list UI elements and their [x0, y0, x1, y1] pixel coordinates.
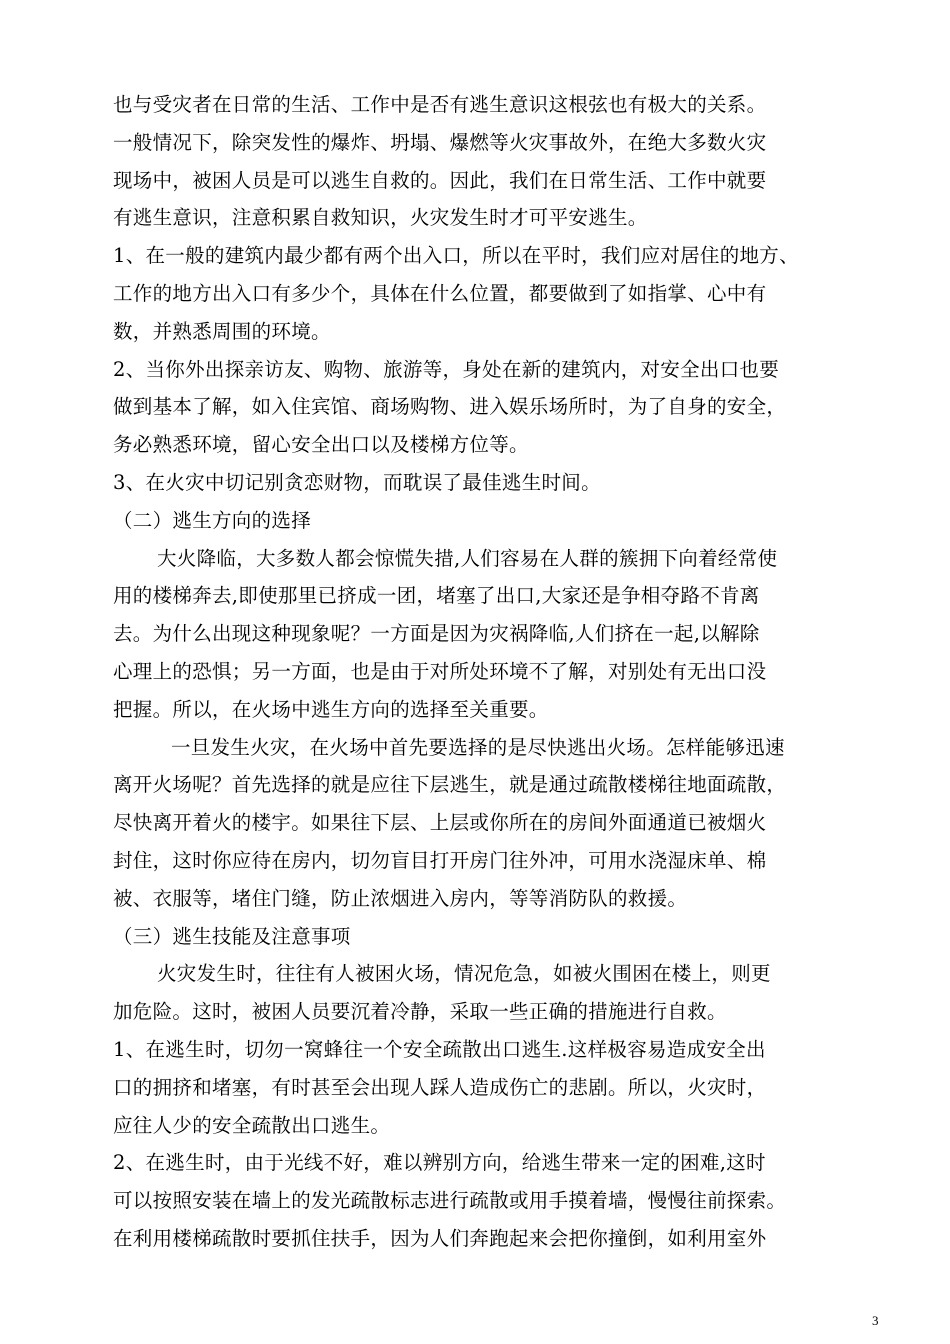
text-line: 加危险。这时，被困人员要沉着冷静，采取一些正确的措施进行自救。: [113, 1000, 727, 1024]
text-line: 被、衣服等，堵住门缝，防止浓烟进入房内，等等消防队的救援。: [113, 886, 688, 910]
text-line: 封住，这时你应待在房内，切勿盲目打开房门往外冲，可用水浇湿床单、棉: [113, 848, 767, 872]
text-line: 现场中，被困人员是可以逃生自救的。因此，我们在日常生活、工作中就要: [113, 168, 767, 192]
text-line: 2、在逃生时，由于光线不好，难以辨别方向，给逃生带来一定的困难,这时: [113, 1151, 766, 1175]
text-line: 3、在火灾中切记别贪恋财物，而耽误了最佳逃生时间。: [113, 470, 601, 494]
text-line: 一般情况下，除突发性的爆炸、坍塌、爆燃等火灾事故外，在绝大多数火灾: [113, 130, 767, 154]
heading-text: （三）逃生技能及注意事项: [113, 924, 351, 948]
paragraph: [113, 86, 863, 237]
section-heading: [113, 918, 863, 956]
paragraph: [113, 729, 863, 918]
list-item: [113, 1031, 863, 1144]
list-item: [113, 351, 863, 464]
page-number: 3: [872, 1313, 879, 1328]
heading-text: （二）逃生方向的选择: [113, 508, 312, 532]
text-line: 1、在一般的建筑内最少都有两个出入口，所以在平时，我们应对居住的地方、: [113, 244, 799, 268]
text-line: 2、当你外出探亲访友、购物、旅游等，身处在新的建筑内，对安全出口也要: [113, 357, 780, 381]
text-line: 去。为什么出现这种现象呢？一方面是因为灾祸降临,人们挤在一起,以解除: [113, 622, 760, 646]
text-line: 有逃生意识，注意积累自救知识，火灾发生时才可平安逃生。: [113, 206, 648, 230]
text-line: 也与受灾者在日常的生活、工作中是否有逃生意识这根弦也有极大的关系。: [113, 93, 767, 116]
text-line: 应往人少的安全疏散出口逃生。: [113, 1113, 391, 1137]
text-line: 口的拥挤和堵塞，有时甚至会出现人踩人造成伤亡的悲剧。所以，火灾时，: [113, 1075, 767, 1099]
text-line: 火灾发生时，往往有人被困火场，情况危急，如被火围困在楼上，则更: [157, 962, 771, 986]
paragraph: [113, 955, 863, 1031]
text-line: 可以按照安装在墙上的发光疏散标志进行疏散或用手摸着墙，慢慢往前探索。: [113, 1189, 787, 1213]
text-line: 1、在逃生时，切勿一窝蜂往一个安全疏散出口逃生.这样极容易造成安全出: [113, 1037, 766, 1061]
text-line: 工作的地方出入口有多少个，具体在什么位置，都要做到了如指掌、心中有: [113, 281, 767, 305]
paragraph: [113, 540, 863, 729]
text-line: 把握。所以，在火场中逃生方向的选择至关重要。: [113, 697, 549, 721]
text-line: 做到基本了解，如入住宾馆、商场购物、进入娱乐场所时，为了自身的安全，: [113, 395, 787, 419]
list-item: [113, 464, 863, 502]
text-line: 在利用楼梯疏散时要抓住扶手，因为人们奔跑起来会把你撞倒，如利用室外: [113, 1226, 767, 1250]
text-line: 用的楼梯奔去,即使那里已挤成一团，堵塞了出口,大家还是争相夺路不肯离: [113, 584, 760, 608]
list-item: [113, 237, 863, 350]
text-line: 心理上的恐惧；另一方面，也是由于对所处环境不了解，对别处有无出口没: [113, 659, 767, 683]
list-item: [113, 1144, 863, 1257]
section-heading: [113, 502, 863, 540]
text-line: 离开火场呢？首先选择的就是应往下层逃生，就是通过疏散楼梯往地面疏散，: [113, 773, 787, 797]
text-line: 务必熟悉环境，留心安全出口以及楼梯方位等。: [113, 433, 529, 457]
body-text: [113, 86, 863, 1258]
text-line: 尽快离开着火的楼宇。如果往下层、上层或你所在的房间外面通道已被烟火: [113, 811, 767, 835]
text-line: 一旦发生火灾，在火场中首先要选择的是尽快逃出火场。怎样能够迅速: [171, 735, 785, 759]
text-line: 大火降临，大多数人都会惊慌失措,人们容易在人群的簇拥下向着经常使: [157, 546, 778, 570]
text-line: 数，并熟悉周围的环境。: [113, 319, 331, 343]
